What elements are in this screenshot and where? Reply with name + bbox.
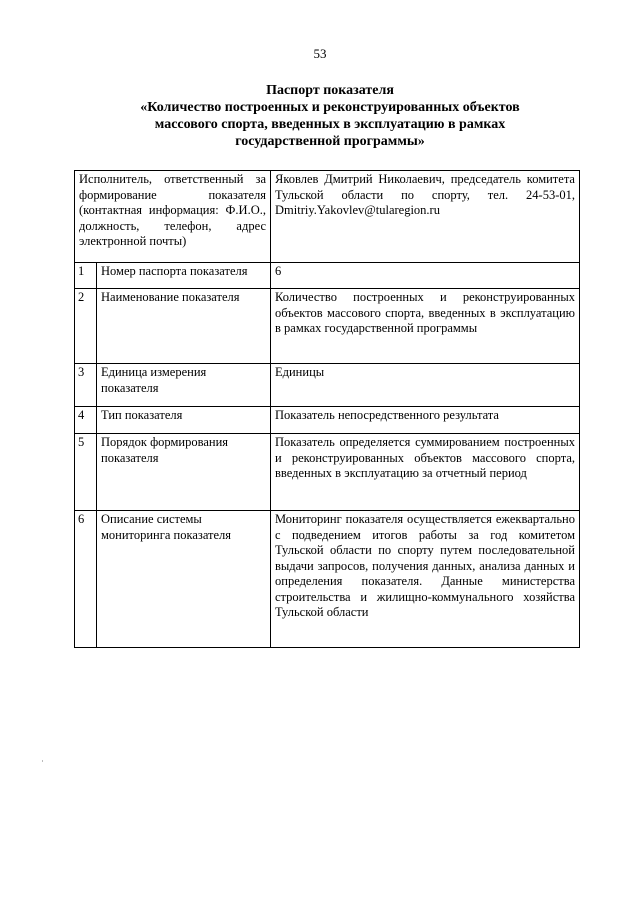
page-number: 53 [313, 46, 327, 61]
row-number-cell: 3 [75, 364, 97, 407]
row-label-cell: Описание системы мониторинга показателя [97, 511, 271, 648]
row-number-cell: 4 [75, 407, 97, 434]
row-value-cell: Мониторинг показателя осуществляется ежеквартально с подведением итогов работы за год комитетом Тульской области по спорту путем последовательной выдачи запросов, получения данных, анализа данных и определения показателя. Данные министерства строительства и жилищно-коммунального хозяйства Тульской области [271, 511, 580, 648]
indicator-passport-table [74, 170, 580, 648]
title-line-4: государственной программы» [235, 134, 425, 149]
title-line-2: «Количество построенных и реконструированных объектов [140, 100, 520, 115]
row-value-cell: Единицы [271, 364, 580, 407]
row-number-cell: 6 [75, 511, 97, 648]
document-title [80, 82, 580, 150]
row-label-cell: Тип показателя [97, 407, 271, 434]
row-number-cell: 2 [75, 289, 97, 364]
row-value-cell: Показатель определяется суммированием построенных и реконструированных объектов массового спорта, введенных в эксплуатацию за отчетный период [271, 434, 580, 511]
table-row [75, 434, 580, 511]
row-label-cell: Порядок формирования показателя [97, 434, 271, 511]
table-row [75, 364, 580, 407]
row-value-cell: Количество построенных и реконструированных объектов массового спорта, введенных в эксплуатацию в рамках государственной программы [271, 289, 580, 364]
table-row [75, 407, 580, 434]
table-row [75, 511, 580, 648]
row-value-cell: Показатель непосредственного результата [271, 407, 580, 434]
row-label-cell: Номер паспорта показателя [97, 263, 271, 289]
row-label-cell: Единица измерения показателя [97, 364, 271, 407]
row-value-cell: 6 [271, 263, 580, 289]
row-number-cell: 1 [75, 263, 97, 289]
table-row [75, 263, 580, 289]
title-line-3: массового спорта, введенных в эксплуатацию в рамках [154, 117, 506, 132]
row-label-cell: Наименование показателя [97, 289, 271, 364]
executor-label-cell: Исполнитель, ответственный за формирование показателя (контактная информация: Ф.И.О., должность, телефон, адрес электронной почты) [75, 171, 271, 263]
scan-speck [42, 760, 43, 762]
row-number-cell: 5 [75, 434, 97, 511]
executor-value-cell: Яковлев Дмитрий Николаевич, председатель комитета Тульской области по спорту, тел. 24-53-01, Dmitriy.Yakovlev@tularegion.ru [271, 171, 580, 263]
table-row-executor [75, 171, 580, 263]
title-line-1: Паспорт показателя [266, 83, 394, 98]
table-row [75, 289, 580, 364]
